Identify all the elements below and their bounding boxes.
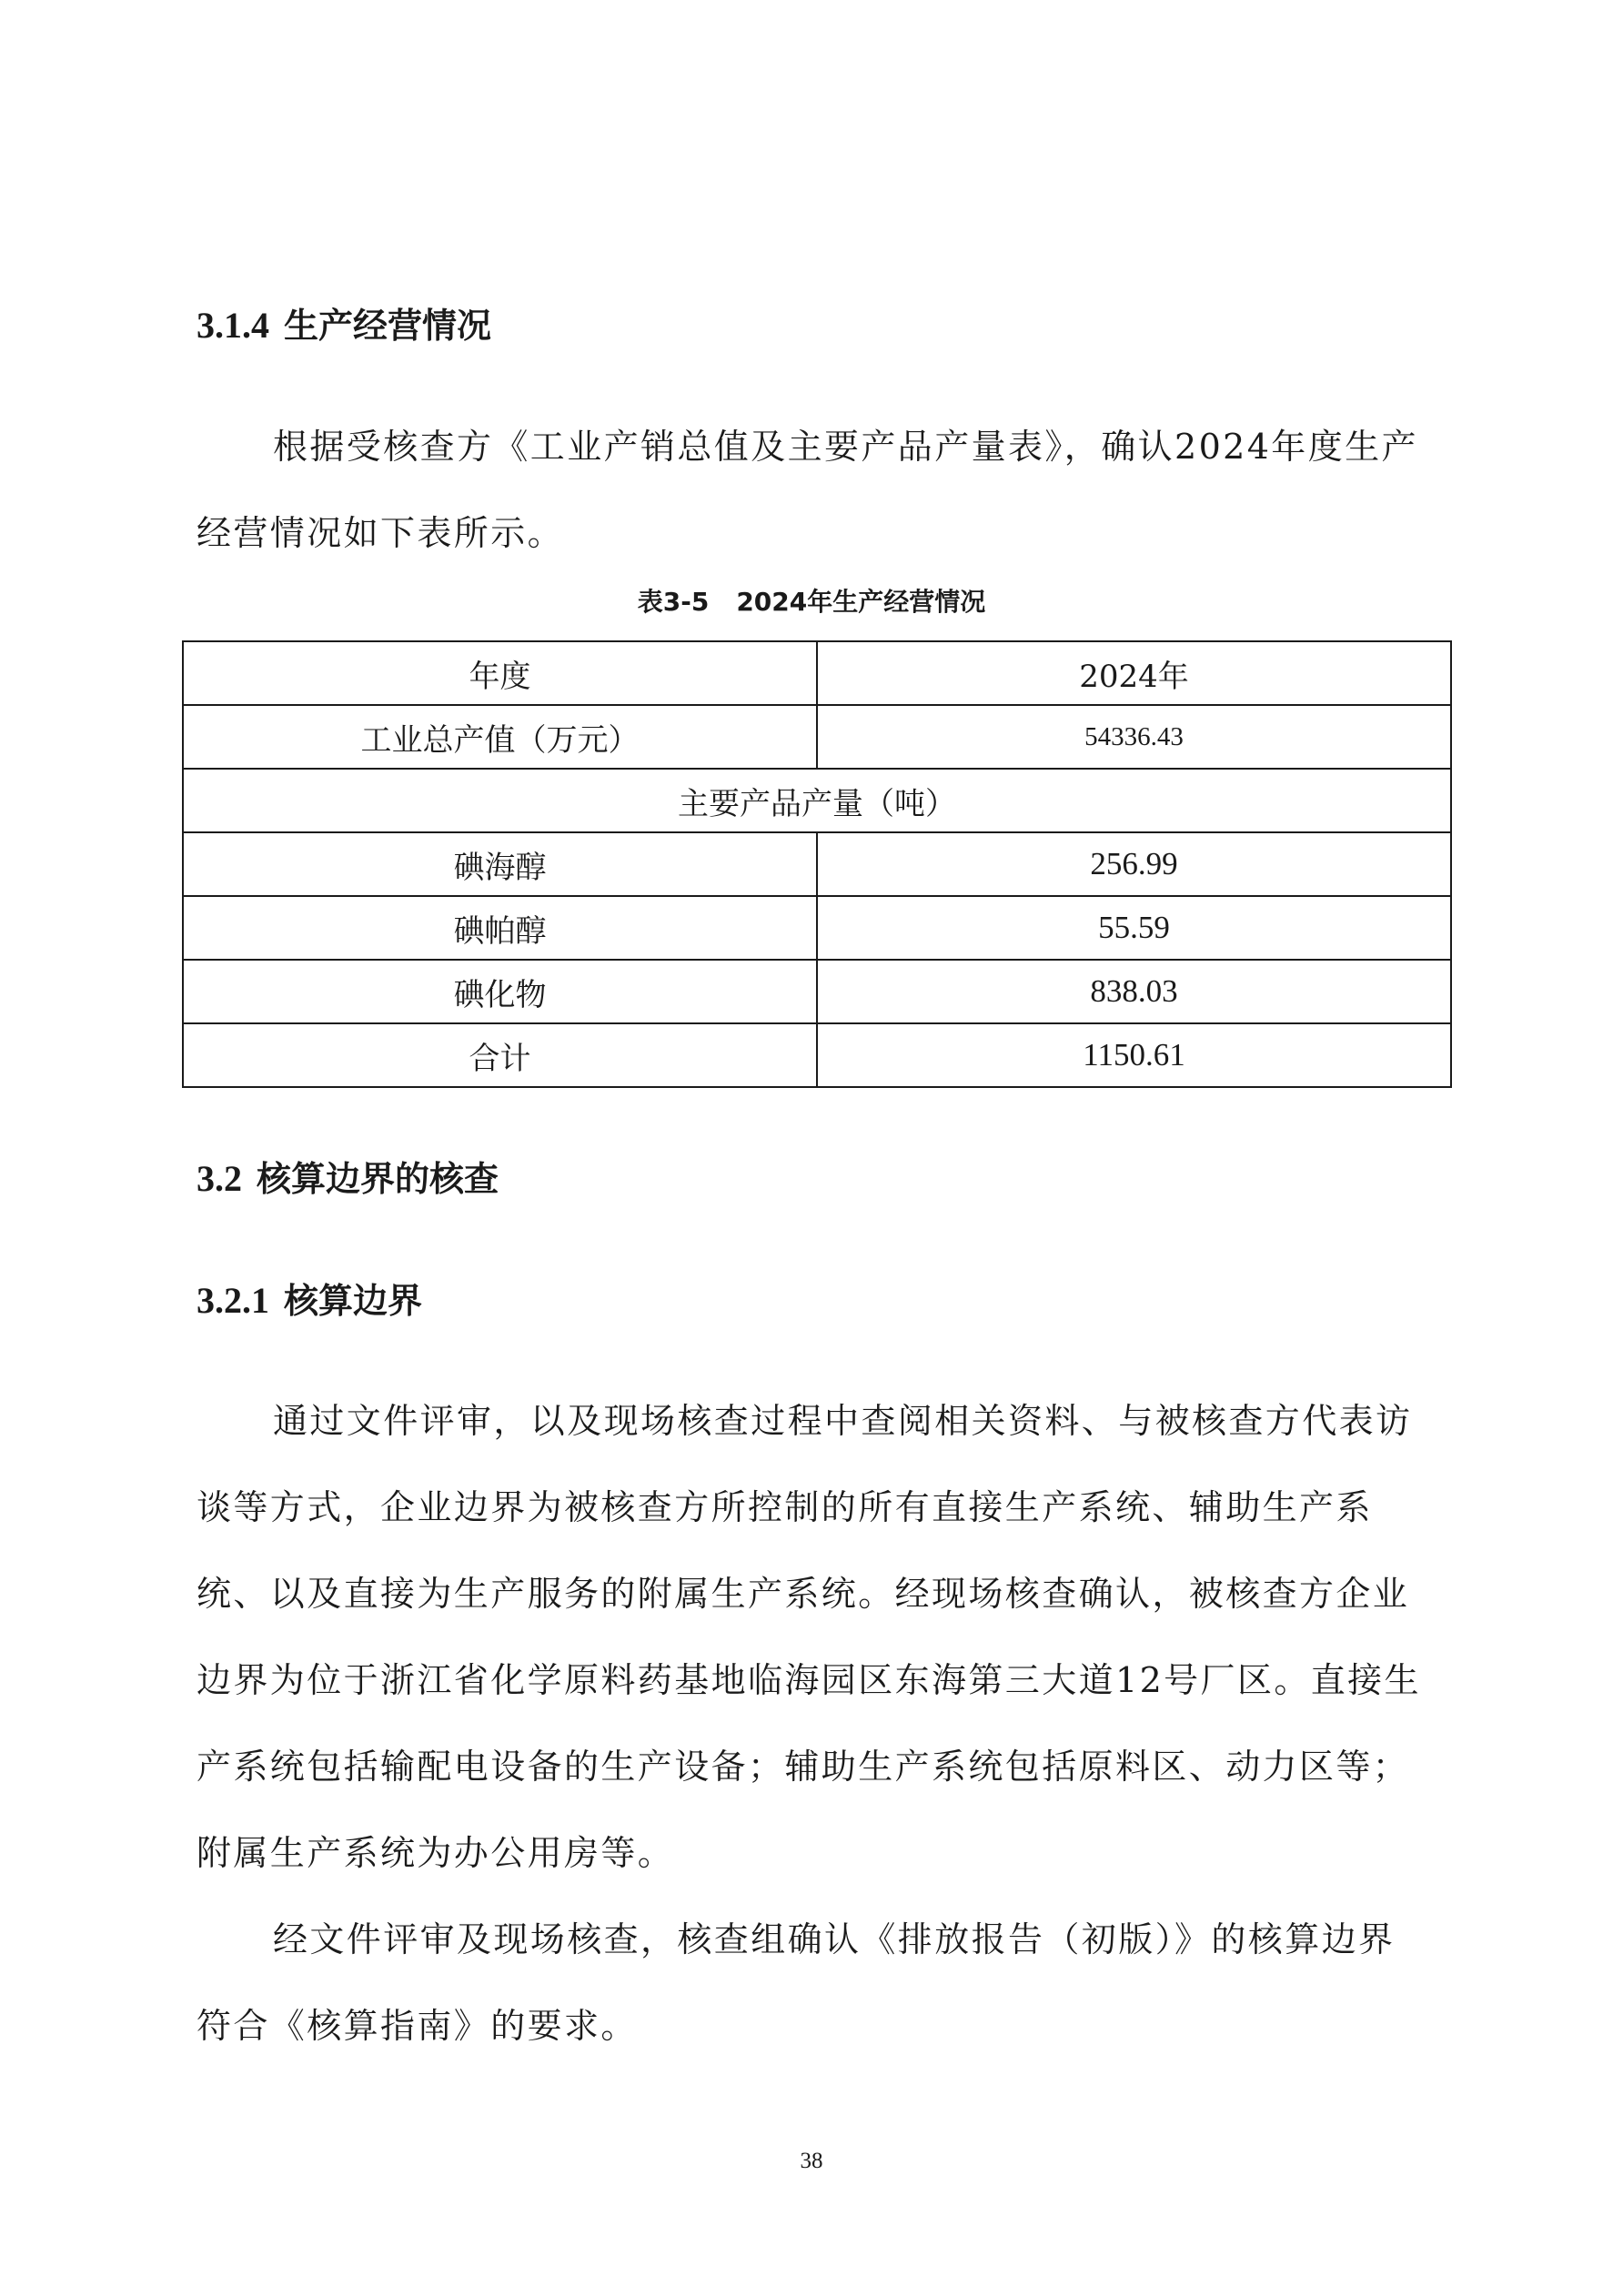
intro-paragraph: 根据受核查方《工业产销总值及主要产品产量表》，确认2024年度生产经营情况如下表所示。: [197, 427, 1418, 553]
boundary-paragraph-2: 经文件评审及现场核查，核查组确认《排放报告（初版）》的核算边界符合《核算指南》的要求。: [197, 1919, 1396, 2046]
total-label-cell: 合计: [183, 1023, 817, 1087]
section-heading-3-1-4: [197, 307, 491, 344]
product-name-cell: 碘帕醇: [183, 896, 817, 960]
output-value-cell: 54336.43: [817, 705, 1451, 769]
output-label-cell: 工业总产值（万元）: [183, 705, 817, 769]
boundary-paragraph-1: 通过文件评审，以及现场核查过程中查阅相关资料、与被核查方代表访谈等方式，企业边界为被核查方所控制的所有直接生产系统、辅助生产系统、以及直接为生产服务的附属生产系统。经现场核查确认，被核查方企业边界为位于浙江省化学原料药基地临海园区东海第三大道12号厂区。直接生产系统包括输配电设备的生产设备；辅助生产系统包括原料区、动力区等；附属生产系统为办公用房等。: [197, 1401, 1421, 1873]
product-value-cell: 838.03: [817, 960, 1451, 1023]
section-number: 3.1.4: [197, 305, 269, 346]
year-label-cell: 年度: [183, 641, 817, 705]
section-title: 核算边界: [284, 1281, 423, 1321]
section-heading-3-2: [197, 1158, 499, 1199]
table-row: [183, 960, 1451, 1023]
total-value-cell: 1150.61: [817, 1023, 1451, 1087]
table-caption: [0, 589, 1623, 615]
table-caption-title: 2024年生产经营情况: [736, 587, 986, 617]
table-row: [183, 641, 1451, 705]
section-number: 3.2: [197, 1158, 242, 1199]
table-caption-number: 表3-5: [637, 587, 710, 617]
product-name-cell: 碘化物: [183, 960, 817, 1023]
table-row: [183, 705, 1451, 769]
section-heading-3-2-1: [197, 1280, 423, 1321]
section-title: 核算边界的核查: [257, 1159, 499, 1199]
table-row: [183, 832, 1451, 896]
year-value-cell: 2024年: [817, 641, 1451, 705]
table-row: [183, 769, 1451, 832]
table-row: [183, 1023, 1451, 1087]
page-number: 38: [800, 2149, 823, 2173]
product-value-cell: 55.59: [817, 896, 1451, 960]
section-title: 生产经营情况: [284, 306, 492, 346]
products-header-cell: 主要产品产量（吨）: [183, 769, 1451, 832]
production-table: [182, 640, 1452, 1088]
section-number: 3.2.1: [197, 1280, 269, 1321]
product-value-cell: 256.99: [817, 832, 1451, 896]
table-row: [183, 896, 1451, 960]
product-name-cell: 碘海醇: [183, 832, 817, 896]
